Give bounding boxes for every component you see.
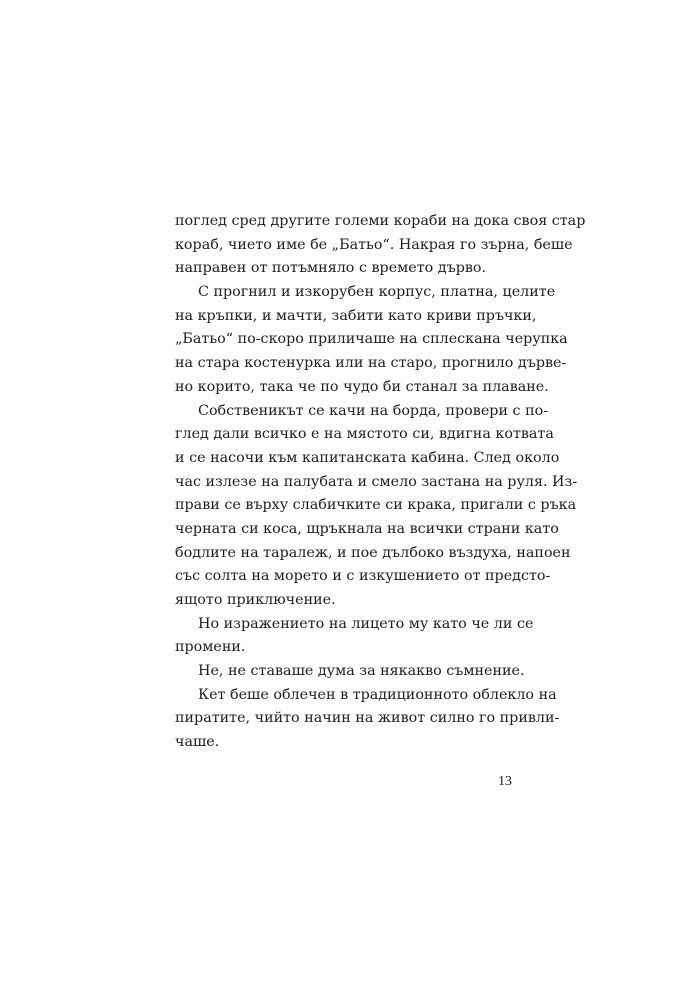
- text-line: прави се върху слабичките си крака, пригали с ръка: [175, 497, 577, 514]
- paragraph-4: [175, 613, 534, 660]
- text-line: но корито, така че по чудо би станал за плаване.: [175, 378, 549, 395]
- text-line: С прогнил и изкорубен корпус, платна, целите: [198, 284, 556, 301]
- paragraph-6: [175, 684, 560, 755]
- text-line: на кръпки, и мачти, забити като криви пръчки,: [175, 307, 537, 324]
- text-line: Не, не ставаше дума за някакво съмнение.: [198, 663, 525, 680]
- text-line: Но изражението на лицето му като че ли се: [198, 615, 534, 632]
- text-line: Кет беше облечен в традиционното облекло на: [198, 686, 557, 703]
- text-line: ящото приключение.: [175, 592, 336, 608]
- text-line: направен от потъмняло с времето дърво.: [175, 260, 487, 277]
- text-line: чаше.: [175, 734, 220, 751]
- page-number: 13: [498, 774, 512, 789]
- text-line: „Батьо“ по-скоро приличаше на сплескана черупка: [175, 331, 568, 348]
- text-line: глед дали всичко е на мястото си, вдигна котвата: [175, 426, 554, 443]
- text-line: поглед сред другите големи кораби на дока своя стар: [175, 213, 586, 229]
- text-line: черната си коса, щръкнала на всички страни като: [175, 520, 559, 537]
- text-line: пиратите, чийто начин на живот силно го привли-: [175, 710, 560, 727]
- text-line: промени.: [175, 639, 246, 656]
- text-line: със солта на морето и с изкушението от предсто-: [175, 568, 551, 585]
- text-line: Собственикът се качи на борда, провери с по-: [198, 402, 549, 419]
- paragraph-1: [175, 210, 586, 281]
- text-line: на стара костенурка или на старо, прогнило дърве-: [175, 355, 567, 372]
- text-line: час излезе на палубата и смело застана на руля. Из-: [175, 473, 578, 490]
- text-line: бодлите на таралеж, и пое дълбоко въздуха, напоен: [175, 544, 571, 561]
- paragraph-5: [175, 660, 525, 684]
- text-line: кораб, чието име бе „Батьо“. Накрая го зърна, беше: [175, 236, 573, 253]
- paragraph-3: [175, 400, 578, 613]
- text-line: и се насочи към капитанската кабина. След около: [175, 449, 560, 466]
- body-text: [175, 210, 586, 755]
- paragraph-2: [175, 281, 568, 399]
